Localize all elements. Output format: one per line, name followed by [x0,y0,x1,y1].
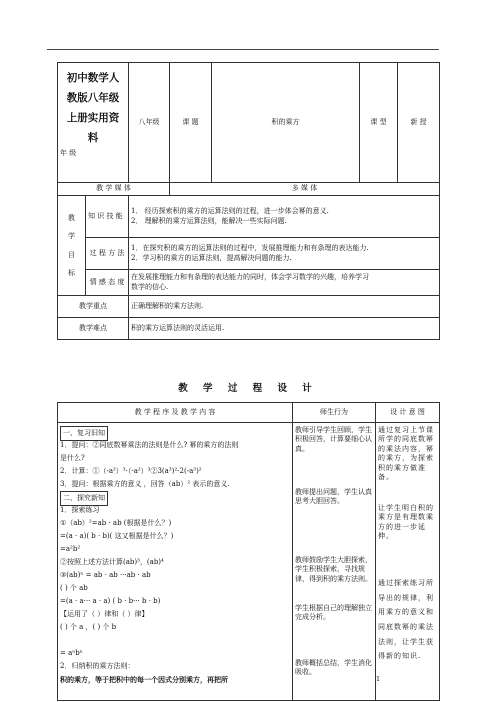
intent-note: 通过探索练习所导出的规律，利用乘方的意义和同底数幂的乘法法则，让学生获得新的知识. [378,579,434,661]
new-line: 2．归纳积的乘方法则： [60,662,135,670]
new-line: ②按照上述方法计算(ab)³，(ab)⁴ [60,558,164,566]
intent-note: 通过复习上节课所学的同底数幂的乘法内容，幂的乘方，为探索积的乘方做准备。 [378,426,434,482]
process-line: 1．在探究积的乘方的运算法则的过程中，发展推理能力和有条理的表达能力. [131,244,369,253]
grade-value: 八年级 [129,63,170,183]
intent-note: 让学生明白积的乘方是有理数乘方的进一步延伸。 [378,504,434,541]
teacher-student-note: 学生根据自己的理解独立完成分析。 [295,604,372,622]
process-label: 过 程 方 法 [86,238,129,270]
header-procedure: 教 学 程 序 及 教 学 内 容 [58,403,293,423]
intent-content [376,423,440,701]
new-line: ③(ab)ⁿ = ab · ab ···ab · ab [60,571,151,579]
lesson-info-table [57,62,440,196]
new-line [60,634,290,647]
goals-char: 教 [68,214,75,223]
process-table [57,402,440,701]
document-title [58,63,129,183]
goals-char: 目 [68,250,75,259]
review-line: 3．提问：根据乘方的意义 ，回答（ab）² 表示的意义. [60,480,230,488]
knowledge-label: 知 识 技 能 [86,196,129,238]
goals-char: 学 [68,232,75,241]
new-line: 1．探索练习 [60,506,100,514]
topic-label: 课 题 [170,63,212,183]
header-rule [47,49,439,50]
goals-label [58,196,86,296]
media-value: 多 媒 体 [170,183,440,196]
new-line: =(a · a··· a · a) ( b · b··· b · b) [60,597,161,605]
type-label: 课 型 [360,63,398,183]
key-point-label: 教学重点 [58,296,129,318]
topic-value: 积的乘方 [212,63,360,183]
goals-char: 标 [68,268,75,277]
review-label: 一、复习旧知 [60,426,108,441]
review-line: 1．提问：②同底数幂乘法的法则是什么? 幂的乘方的法则 [60,441,239,449]
review-line: 是什么? [60,454,85,462]
attitude-label: 情 感 态 度 [86,270,129,296]
process-text [129,238,440,270]
new-line: =a²b² [60,545,81,553]
teacher-student-note: 教师鼓励学生大胆探索，学生积极探索，寻找规律，得到积的乘方法则。 [295,556,372,583]
title-line: 上册实用资 [66,111,120,124]
new-line: ①（ab）²=ab · ab (根据是什么？) [60,519,172,527]
procedure-content [58,423,293,701]
review-line: 2．计算：①（-a²）³·（-a²）³②3(a³)²-2(-a³)² [60,467,202,475]
grade-label: 年 级 [60,148,77,157]
title-line: 教版八年级 [66,91,120,104]
media-label: 教 学 媒 体 [58,183,170,196]
goals-table [57,195,440,340]
attitude-line: 在发展推理能力和有条理的表达能力的同时，体会学习数学的兴趣，培养学习 [131,273,369,282]
knowledge-text [129,196,440,238]
new-line: =(a · a)( b · b)( 这又根据是什么？) [60,532,174,540]
page-number: 1 [376,675,381,683]
new-line: ( ) 个 a ，( ) 个 b [60,623,117,631]
difficulty-value: 积的乘方运算法则的灵活运用. [129,318,440,340]
new-line: 【运用了（ ）律和（ ）律】 [60,610,149,618]
new-knowledge-label: 二、探究新知 [60,491,108,506]
key-point-value: 正确理解积的乘方法则. [129,296,440,318]
teacher-student-content [293,423,376,701]
teacher-student-note: 教师概括总结，学生消化吸收。 [295,659,372,677]
title-line: 料 [87,131,99,144]
title-line: 初中数学人 [66,72,120,84]
new-line: ( ) 个 ab [60,584,88,592]
new-line: = aⁿbⁿ [60,649,83,657]
knowledge-line: 2． 理解积的乘方运算法则，能解决一些实际问题. [131,216,287,225]
difficulty-label: 教学难点 [58,318,129,340]
attitude-text [129,270,440,296]
teacher-student-note: 教师引导学生回顾，学生积极回答，计算要细心认真。 [295,426,372,453]
process-line: 2．学习积的乘方的运算法则，提高解决问题的能力. [131,253,292,262]
header-teacher-student: 师生行为 [293,403,376,423]
header-intent: 设 计 意 图 [376,403,440,423]
new-line: 积的乘方，等于把积中的每一个因式分别乘方，再把所 [60,675,228,684]
type-value: 新 授 [398,63,440,183]
knowledge-line: 1． 经历探索积的乘方的运算法则的过程，进一步体会幂的意义. [131,207,329,216]
attitude-line: 数学的信心. [131,282,169,291]
design-title: 教 学 过 程 设 计 [178,383,318,394]
teacher-student-note: 教师提出问题，学生认真思考大胆回答。 [295,488,372,506]
